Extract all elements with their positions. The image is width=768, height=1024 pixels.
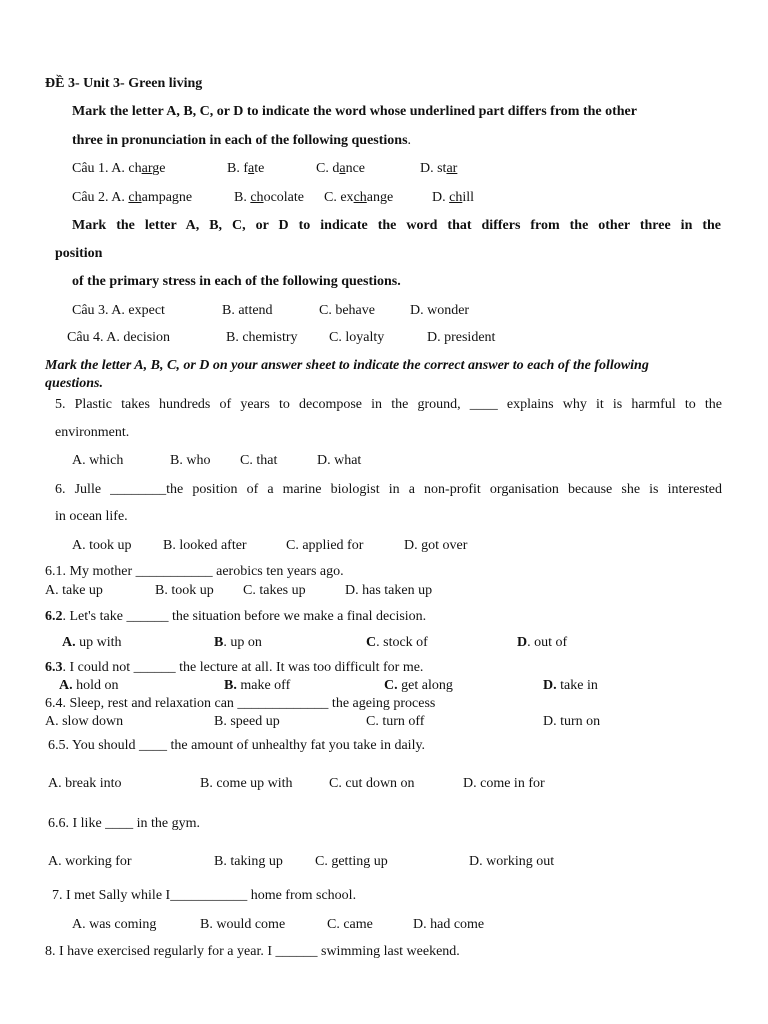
q7-option-c: C. came [327,917,373,932]
q6-5-option-d: D. come in for [463,776,545,791]
q6-4-option-c: C. turn off [366,714,425,729]
q6-1-option-b: B. took up [155,583,214,598]
q6-3-option-a: A. hold on [59,678,119,693]
q6-2-option-d: D. out of [517,635,568,650]
q6-4-option-b: B. speed up [214,714,280,729]
q6-1-option-d: D. has taken up [345,583,433,598]
q6-6-stem: 6.6. I like ____ in the gym. [48,816,201,831]
section3-instruction-line2: questions. [45,376,103,391]
q6-option-d: D. got over [404,538,468,553]
q6-3-stem: 6.3. I could not ______ the lecture at all. It was too difficult for me. [45,660,424,675]
q6-4-option-d: D. turn on [543,714,601,729]
q3-option-d: D. wonder [410,303,470,318]
q6-6-option-b: B. taking up [214,854,283,869]
q6-6-option-a: A. working for [48,854,132,869]
q6-option-a: A. took up [72,538,132,553]
q7-option-d: D. had come [413,917,485,932]
q4-option-c: C. loyalty [329,330,385,345]
q5-option-a: A. which [72,453,124,468]
q7-option-b: B. would come [200,917,286,932]
q6-2-option-b: B. up on [214,635,262,650]
q6-stem-line1: 6. Julle ________the position of a marine biologist in a non-profit organisation because she is interested [55,482,722,497]
q4-option-a: Câu 4. A. decision [67,330,171,345]
q6-5-option-c: C. cut down on [329,776,415,791]
q6-2-stem: 6.2. Let's take ______ the situation before we make a final decision. [45,609,427,624]
q6-4-option-a: A. slow down [45,714,124,729]
q2-option-d: D. chill [432,190,475,205]
q6-stem-line2: in ocean life. [55,509,128,524]
q6-5-option-b: B. come up with [200,776,293,791]
q3-option-a: Câu 3. A. expect [72,303,165,318]
section2-instruction-line2: position [55,246,103,261]
q7-option-a: A. was coming [72,917,157,932]
q2-option-a: Câu 2. A. champagne [72,190,193,205]
page-title: ĐỀ 3- Unit 3- Green living [45,76,203,91]
section2-instruction-line3: of the primary stress in each of the following questions. [72,274,401,289]
q2-option-b: B. chocolate [234,190,304,205]
q6-2-option-a: A. up with [62,635,122,650]
q7-stem: 7. I met Sally while I___________ home from school. [52,888,357,903]
q6-4-stem: 6.4. Sleep, rest and relaxation can _____________ the ageing process [45,696,436,711]
section3-instruction-line1: Mark the letter A, B, C, or D on your answer sheet to indicate the correct answer to each of the following [45,358,649,373]
q6-3-option-b: B. make off [224,678,291,693]
q2-option-c: C. exchange [324,190,394,205]
q6-6-option-c: C. getting up [315,854,388,869]
q6-3-option-d: D. take in [543,678,598,693]
q6-1-stem: 6.1. My mother ___________ aerobics ten years ago. [45,564,344,579]
q6-option-b: B. looked after [163,538,247,553]
q4-option-b: B. chemistry [226,330,298,345]
q5-stem-line1: 5. Plastic takes hundreds of years to decompose in the ground, ____ explains why it is harmful to the [55,397,722,412]
section1-instruction-line2: three in pronunciation in each of the following questions. [72,133,412,148]
q4-option-d: D. president [427,330,496,345]
q6-6-option-d: D. working out [469,854,555,869]
q8-stem: 8. I have exercised regularly for a year. I ______ swimming last weekend. [45,944,460,959]
q3-option-b: B. attend [222,303,273,318]
q1-option-d: D. star [420,161,458,176]
q5-option-b: B. who [170,453,211,468]
q6-3-option-c: C. get along [384,678,453,693]
section1-instruction-line1: Mark the letter A, B, C, or D to indicate the word whose underlined part differs from the other [72,104,637,119]
q1-option-b: B. fate [227,161,265,176]
q5-stem-line2: environment. [55,425,130,440]
q3-option-c: C. behave [319,303,375,318]
q5-option-d: D. what [317,453,362,468]
q6-1-option-a: A. take up [45,583,103,598]
section2-instruction-line1: Mark the letter A, B, C, or D to indicate the word that differs from the other three in the [72,218,721,233]
q1-option-c: C. dance [316,161,365,176]
q1-option-a: Câu 1. A. charge [72,161,166,176]
q6-5-stem: 6.5. You should ____ the amount of unhealthy fat you take in daily. [48,738,426,753]
q6-1-option-c: C. takes up [243,583,306,598]
q6-2-option-c: C. stock of [366,635,428,650]
q5-option-c: C. that [240,453,278,468]
q6-5-option-a: A. break into [48,776,122,791]
q6-option-c: C. applied for [286,538,364,553]
